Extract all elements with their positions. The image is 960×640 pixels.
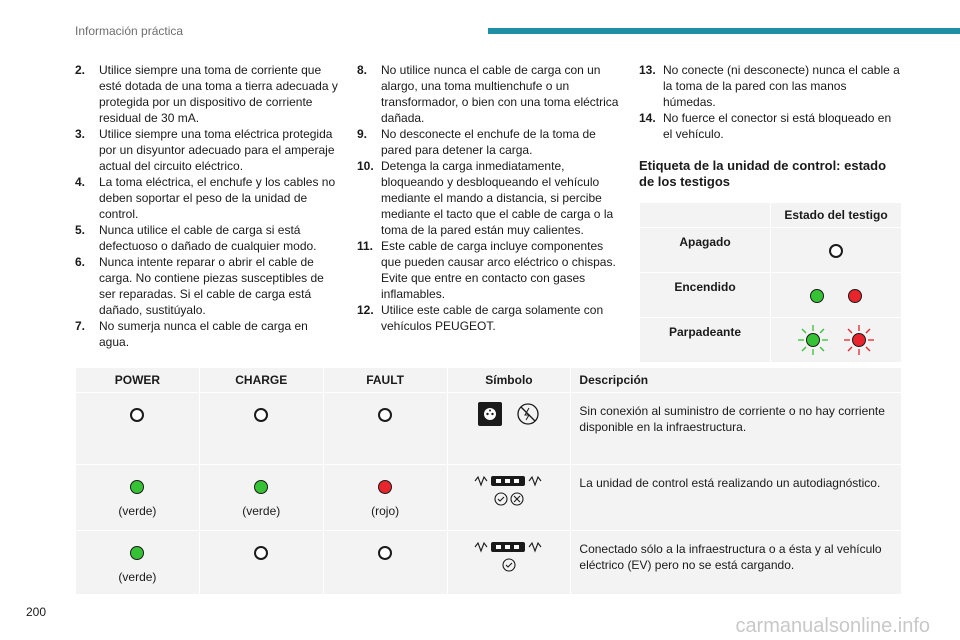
fault-cell [323, 531, 447, 595]
symbol-cell [447, 531, 571, 595]
indicator-description-table [75, 367, 902, 595]
led-red-icon [378, 480, 392, 494]
color-caption: (verde) [242, 503, 281, 518]
table-row [76, 531, 902, 595]
led-off-icon [254, 408, 268, 422]
status-label-blinking: Parpadeante [640, 318, 771, 363]
item-text: Detenga la carga inmediatamente, bloqueando y desbloqueando el vehículo mediante el mando a distancia, si percibe mediante el tacto que el cable de carga o la toma de la pared están muy calientes. [381, 159, 614, 237]
item-number: 13. [639, 63, 656, 77]
led-red-blinking-icon [842, 323, 876, 357]
connected-not-charging-symbol-icon [473, 539, 545, 573]
description-cell: Conectado sólo a la infraestructura o a ésta y al vehículo eléctrico (EV) pero no se está cargando. [571, 531, 902, 595]
table-row [76, 465, 902, 531]
color-caption: (rojo) [371, 503, 400, 518]
header-accent-bar [488, 28, 960, 34]
charge-cell [199, 393, 323, 465]
list-item [75, 222, 340, 254]
status-icon-cell [771, 228, 902, 273]
section-title: Información práctica [75, 24, 184, 38]
table-row [76, 393, 902, 465]
item-text: No fuerce el conector si está bloqueado en el vehículo. [663, 111, 892, 141]
led-off-icon [130, 408, 144, 422]
list-item [75, 126, 340, 174]
status-icon-cell [771, 273, 902, 318]
item-text: Utilice este cable de carga solamente con vehículos PEUGEOT. [381, 303, 604, 333]
header-fault: FAULT [323, 368, 447, 393]
list-item [357, 126, 619, 158]
item-number: 11. [357, 239, 374, 253]
item-number: 7. [75, 319, 86, 333]
status-label-on: Encendido [640, 273, 771, 318]
list-item [357, 158, 619, 238]
list-item [357, 238, 619, 302]
item-text: Utilice siempre una toma eléctrica protegida por un disyuntor adecuado para el amperaje actual del circuito eléctrico. [99, 127, 335, 173]
status-label-off: Apagado [640, 228, 771, 273]
led-red-icon [848, 289, 862, 303]
status-section-heading: Etiqueta de la unidad de control: estado de los testigos [639, 158, 887, 189]
power-cell [76, 465, 200, 531]
led-off-icon [378, 408, 392, 422]
item-text: No sumerja nunca el cable de carga en agua. [99, 319, 308, 349]
item-number: 2. [75, 63, 86, 77]
item-text: No desconecte el enchufe de la toma de pared para detener la carga. [381, 127, 596, 157]
page-number: 200 [26, 605, 47, 619]
item-number: 14. [639, 111, 656, 125]
item-number: 12. [357, 303, 374, 317]
color-caption: (verde) [118, 569, 157, 584]
item-number: 5. [75, 223, 86, 237]
power-cell [76, 531, 200, 595]
item-text: Nunca utilice el cable de carga si está defectuoso o dañado de cualquier modo. [99, 223, 317, 253]
color-caption: (verde) [118, 503, 157, 518]
item-text: Utilice siempre una toma de corriente que esté dotada de una toma a tierra adecuada y protegida por un dispositivo de corriente residual de 30 mA. [99, 63, 338, 125]
instructions-column-1 [75, 62, 340, 350]
item-number: 3. [75, 127, 86, 141]
self-diagnosis-symbol-icon [473, 473, 545, 507]
fault-cell [323, 393, 447, 465]
item-text: Este cable de carga incluye componentes que pueden causar arco eléctrico o chispas. Evite que entre en contacto con gases inflamables. [381, 239, 616, 301]
item-text: No utilice nunca el cable de carga con un alargo, una toma multienchufe o un transformador, o bien con una toma eléctrica dañada. [381, 63, 619, 125]
header-charge: CHARGE [199, 368, 323, 393]
led-green-icon [810, 289, 824, 303]
item-number: 6. [75, 255, 86, 269]
description-cell: Sin conexión al suministro de corriente o no hay corriente disponible en la infraestructura. [571, 393, 902, 465]
led-off-icon [829, 244, 843, 258]
header-power: POWER [76, 368, 200, 393]
item-text: Nunca intente reparar o abrir el cable de carga. No contiene piezas susceptibles de ser reparadas. Si el cable de carga está dañado, sustitúyalo. [99, 255, 324, 317]
no-power-symbol-icon [477, 401, 541, 427]
instructions-column-2 [357, 62, 619, 334]
led-off-icon [254, 546, 268, 560]
status-icon-cell [771, 318, 902, 363]
item-number: 10. [357, 159, 374, 173]
item-number: 4. [75, 175, 86, 189]
description-cell: La unidad de control está realizando un autodiagnóstico. [571, 465, 902, 531]
led-green-icon [130, 546, 144, 560]
symbol-cell [447, 393, 571, 465]
header-description: Descripción [571, 368, 902, 393]
list-item [357, 62, 619, 126]
list-item [357, 302, 619, 334]
list-item [75, 174, 340, 222]
watermark: carmanualsonline.info [735, 615, 930, 637]
list-item [75, 318, 340, 350]
status-column-header: Estado del testigo [771, 203, 902, 228]
list-item [639, 62, 901, 110]
item-text: No conecte (ni desconecte) nunca el cable a la toma de la pared con las manos húmedas. [663, 63, 900, 109]
symbol-cell [447, 465, 571, 531]
charge-cell [199, 465, 323, 531]
led-green-blinking-icon [796, 323, 830, 357]
item-number: 8. [357, 63, 368, 77]
led-off-icon [378, 546, 392, 560]
led-green-icon [130, 480, 144, 494]
item-number: 9. [357, 127, 368, 141]
led-green-icon [254, 480, 268, 494]
header-symbol: Símbolo [447, 368, 571, 393]
fault-cell [323, 465, 447, 531]
list-item [75, 254, 340, 318]
list-item [639, 110, 901, 142]
indicator-status-table [639, 202, 902, 363]
charge-cell [199, 531, 323, 595]
list-item [75, 62, 340, 126]
power-cell [76, 393, 200, 465]
status-table-corner [640, 203, 771, 228]
item-text: La toma eléctrica, el enchufe y los cables no deben soportar el peso de la unidad de control. [99, 175, 336, 221]
instructions-column-3 [639, 62, 901, 363]
